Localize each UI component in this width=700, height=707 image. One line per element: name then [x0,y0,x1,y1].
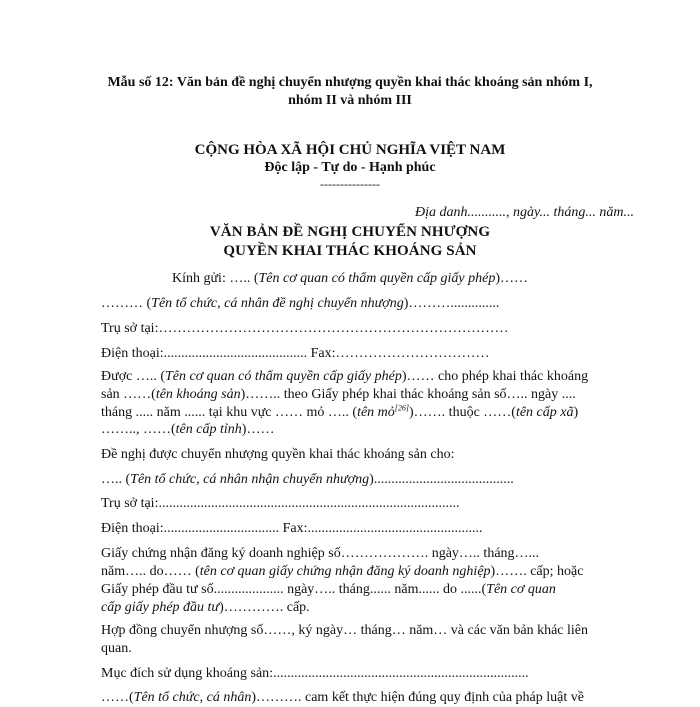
cert-agency: tên cơ quan giấy chứng nhận đăng ký doanh nghiệp [199,564,491,579]
applicant-phone-fax: Điện thoại:......................................... Fax:…………………………… [101,346,490,361]
license-l3-b: )……. thuộc ……( [409,405,516,420]
business-cert-line-3 [101,581,556,599]
license-l3-c: ) [573,405,579,420]
applicant-prefix: ……… ( [101,296,152,311]
cert-l3-a: Giấy phép đầu tư số.................... ngày….. tháng...... năm...... do ......( [101,582,487,597]
commune-name: tên cấp xã [515,405,574,420]
commitment-suffix: )………. cam kết thực hiện đúng quy định của pháp luật về [251,690,584,705]
transferee-phone-fax: Điện thoại:................................. Fax:.................................................. [101,521,483,536]
license-l2-a: sản ……( [101,387,156,402]
commitment-entity: Tên tổ chức, cá nhân [133,690,252,705]
license-line-2 [101,386,576,404]
business-cert-line-1: Giấy chứng nhận đăng ký doanh nghiệp số………………. ngày….. tháng…... [101,546,540,561]
transferee-suffix: )........................................ [369,472,514,487]
transferee-prefix: ….. ( [101,472,131,487]
mineral-use-purpose: Mục đích sử dụng khoáng sản:......................................................................... [101,666,529,681]
cert-l4-b: )…………. cấp. [219,600,310,615]
business-cert-line-4 [101,599,310,617]
transferee-address: Trụ sở tại:...................................................................................... [101,496,460,511]
applicant-name-line [101,295,499,313]
transferee-name-placeholder: Tên tổ chức, cá nhân nhận chuyển nhượng [130,472,370,487]
form-title-line-2: nhóm II và nhóm III [288,93,412,108]
place-date: Địa danh..........., ngày... tháng... năm... [415,205,634,220]
license-line-1 [101,368,588,386]
form-title-line-1: Mẫu số 12: Văn bản đề nghị chuyển nhượng quyền khai thác khoáng sản nhóm I, [107,75,593,90]
license-line-3 [101,404,578,422]
province-name: tên cấp tỉnh [175,422,242,437]
recipient-suffix: )…… [495,271,529,286]
mine-name: tên mỏ [357,405,395,420]
applicant-suffix: )……….............. [403,296,500,311]
license-l3-a: tháng ..... năm ...... tại khu vực …… mỏ ….. ( [101,405,358,420]
request-line: Đề nghị được chuyển nhượng quyền khai thác khoáng sản cho: [101,447,455,462]
recipient-agency: Tên cơ quan có thẩm quyền cấp giấy phép [258,271,496,286]
recipient-prefix: Kính gửi: ….. ( [171,271,259,286]
national-motto: Độc lập - Tự do - Hạnh phúc [264,160,436,175]
business-cert-line-2 [101,563,583,581]
recipient-line [0,270,700,288]
transferee-name-line [101,471,514,489]
country-name: CỘNG HÒA XÃ HỘI CHỦ NGHĨA VIỆT NAM [194,142,506,158]
license-l4-a: …….., ……( [101,422,176,437]
applicant-name-placeholder: Tên tổ chức, cá nhân đề nghị chuyển nhượng [151,296,404,311]
document-title-line-1: VĂN BẢN ĐỀ NGHỊ CHUYỂN NHƯỢNG [209,224,491,240]
license-line-4 [101,421,274,439]
mineral-name: tên khoáng sản [155,387,241,402]
footnote-ref: [26] [394,403,410,413]
license-agency: Tên cơ quan có thẩm quyền cấp giấy phép [164,369,402,384]
license-l2-b: )…….. theo Giấy phép khai thác khoáng sản số….. ngày .... [240,387,576,402]
contract-line-1: Hợp đồng chuyển nhượng số……, ký ngày… tháng… năm… và các văn bản khác liên [101,623,589,638]
cert-l2-b: )……. cấp; hoặc [490,564,584,579]
license-l1-a: Được ….. ( [101,369,165,384]
license-l1-b: )…… cho phép khai thác khoáng [401,369,589,384]
contract-line-2: quan. [101,641,132,656]
license-l4-b: )…… [241,422,275,437]
commitment-line [101,689,584,707]
applicant-address: Trụ sở tại:………………………………………………………………… [101,321,509,336]
commitment-prefix: ……( [101,690,134,705]
motto-divider: --------------- [320,177,380,191]
document-title-line-2: QUYỀN KHAI THÁC KHOÁNG SẢN [223,243,477,259]
investment-agency-part-1: Tên cơ quan [486,582,556,597]
cert-l2-a: năm….. do…… ( [101,564,200,579]
investment-agency-part-2: cấp giấy phép đầu tư [101,600,220,615]
